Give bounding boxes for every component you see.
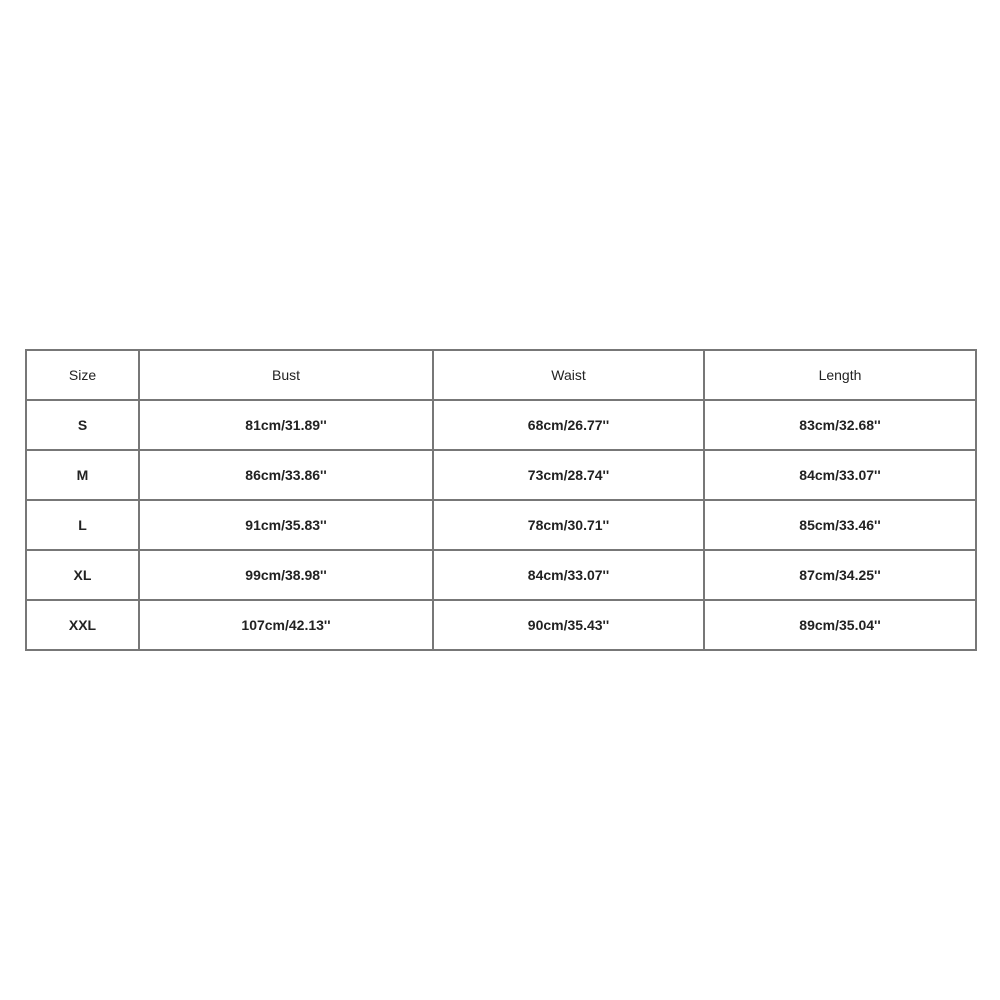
cell-bust: 107cm/42.13'' [139,600,433,650]
cell-size: XL [26,550,139,600]
size-chart-table [25,349,977,651]
header-bust: Bust [139,350,433,400]
cell-size: S [26,400,139,450]
cell-waist: 68cm/26.77'' [433,400,704,450]
header-length: Length [704,350,976,400]
cell-waist: 90cm/35.43'' [433,600,704,650]
cell-bust: 91cm/35.83'' [139,500,433,550]
table-row [26,500,976,550]
cell-length: 84cm/33.07'' [704,450,976,500]
cell-length: 89cm/35.04'' [704,600,976,650]
cell-size: L [26,500,139,550]
cell-bust: 86cm/33.86'' [139,450,433,500]
header-size: Size [26,350,139,400]
table-row [26,550,976,600]
cell-size: M [26,450,139,500]
cell-waist: 78cm/30.71'' [433,500,704,550]
table-header-row [26,350,976,400]
cell-waist: 84cm/33.07'' [433,550,704,600]
cell-length: 85cm/33.46'' [704,500,976,550]
cell-size: XXL [26,600,139,650]
cell-bust: 81cm/31.89'' [139,400,433,450]
table-row [26,450,976,500]
cell-length: 87cm/34.25'' [704,550,976,600]
table-row [26,600,976,650]
table-row [26,400,976,450]
header-waist: Waist [433,350,704,400]
cell-bust: 99cm/38.98'' [139,550,433,600]
cell-waist: 73cm/28.74'' [433,450,704,500]
cell-length: 83cm/32.68'' [704,400,976,450]
